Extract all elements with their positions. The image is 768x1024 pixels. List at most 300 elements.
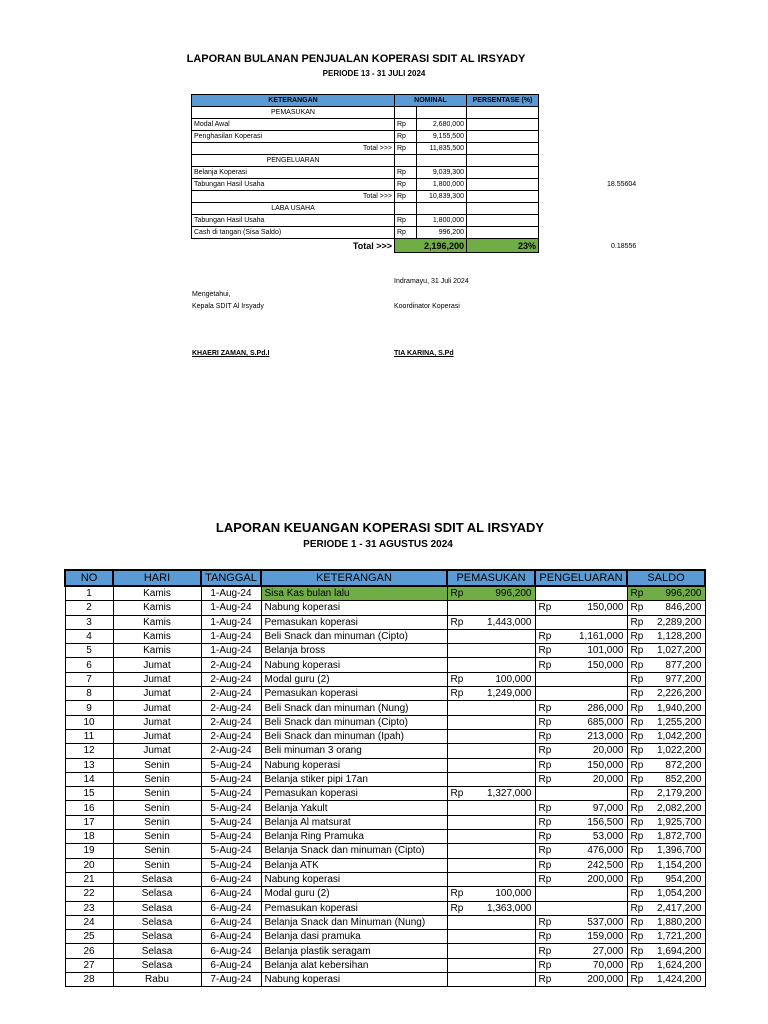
currency-label: Rp bbox=[538, 745, 552, 757]
row-no: 10 bbox=[65, 715, 113, 729]
row-saldo-value: 1,721,200 bbox=[657, 931, 702, 943]
row-pemasukan bbox=[447, 830, 535, 844]
table-row bbox=[65, 615, 705, 629]
row-no: 8 bbox=[65, 687, 113, 701]
row-hari: Jumat bbox=[113, 701, 201, 715]
currency-label: Rp bbox=[538, 702, 552, 714]
row-pengeluaran-value: 53,000 bbox=[592, 831, 624, 843]
currency-label: Rp bbox=[538, 659, 552, 671]
row-keterangan: Belanja alat kebersihan bbox=[261, 958, 447, 972]
report2-title: LAPORAN KEUANGAN KOPERASI SDIT AL IRSYADY bbox=[215, 520, 545, 535]
row-tanggal: 6-Aug-24 bbox=[201, 958, 261, 972]
row-hari: Selasa bbox=[113, 901, 201, 915]
row-value: 1,800,000 bbox=[417, 179, 467, 191]
row-saldo-value: 2,289,200 bbox=[657, 616, 702, 628]
row-tanggal: 2-Aug-24 bbox=[201, 744, 261, 758]
row-tanggal: 5-Aug-24 bbox=[201, 858, 261, 872]
row-saldo-value: 1,624,200 bbox=[657, 959, 702, 971]
side-value-2: 0.18556 bbox=[611, 243, 637, 250]
row-tanggal: 5-Aug-24 bbox=[201, 801, 261, 815]
table-row bbox=[65, 973, 705, 987]
table-row bbox=[65, 915, 705, 929]
currency-label: Rp bbox=[538, 916, 552, 928]
row-keterangan: Belanja dasi pramuka bbox=[261, 930, 447, 944]
currency-label: Rp bbox=[630, 774, 644, 785]
row-pengeluaran bbox=[535, 858, 627, 872]
row-saldo bbox=[627, 672, 705, 686]
row-tanggal: 5-Aug-24 bbox=[201, 830, 261, 844]
row-tanggal: 5-Aug-24 bbox=[201, 815, 261, 829]
currency-label: Rp bbox=[630, 945, 644, 957]
currency-label: Rp bbox=[630, 931, 644, 943]
signer-right-name: TIA KARINA, S.Pd bbox=[394, 350, 454, 357]
row-hari: Jumat bbox=[113, 729, 201, 743]
row-pengeluaran-value: 1,161,000 bbox=[579, 631, 624, 643]
row-pemasukan bbox=[447, 815, 535, 829]
table-row bbox=[65, 801, 705, 815]
row-hari: Selasa bbox=[113, 887, 201, 901]
row-hari: Kamis bbox=[113, 629, 201, 643]
row-pemasukan bbox=[447, 958, 535, 972]
row-pemasukan bbox=[447, 758, 535, 772]
grand-total-percent: 23% bbox=[467, 239, 539, 253]
currency-label: Rp bbox=[630, 716, 644, 728]
currency-label: Rp bbox=[538, 945, 552, 957]
table-row bbox=[65, 629, 705, 643]
currency-label: Rp bbox=[538, 859, 552, 871]
row-hari: Senin bbox=[113, 801, 201, 815]
row-pengeluaran bbox=[535, 687, 627, 701]
row-keterangan: Beli Snack dan minuman (Nung) bbox=[261, 701, 447, 715]
table-row bbox=[65, 744, 705, 758]
table-row bbox=[65, 901, 705, 915]
row-saldo-value: 1,940,200 bbox=[657, 702, 702, 714]
row-keterangan: Belanja Snack dan Minuman (Nung) bbox=[261, 915, 447, 929]
row-hari: Selasa bbox=[113, 872, 201, 886]
row-saldo bbox=[627, 744, 705, 758]
header-hari: HARI bbox=[113, 570, 201, 586]
row-no: 5 bbox=[65, 644, 113, 658]
row-pemasukan-value: 1,327,000 bbox=[487, 788, 532, 800]
row-keterangan: Nabung koperasi bbox=[261, 658, 447, 672]
row-value: 9,155,500 bbox=[417, 131, 467, 143]
row-pengeluaran-value: 242,500 bbox=[587, 859, 624, 871]
monthly-sales-table: KETERANGAN NOMINAL PERSENTASE (%) PEMASUKAN Modal Awal Rp 2,680,000 Penghasilan Koperasi Rp 9,155,500 Total >>> Rp 11,835,500 PENGELUARAN Belanja Koperasi Rp 9,039,300 Tabungan Hasil Usaha Rp 1,800,000 Total >>> Rp 10,839,300 LABA USAHA Tabungan Hasil Usaha Rp 1,800,000 Cash di tangan (Sisa Saldo) Rp 996,200 Total >>> 2,196,200 23% bbox=[191, 94, 539, 253]
row-keterangan: Pemasukan koperasi bbox=[261, 787, 447, 801]
row-tanggal: 5-Aug-24 bbox=[201, 787, 261, 801]
row-saldo bbox=[627, 872, 705, 886]
row-saldo bbox=[627, 615, 705, 629]
role-left: Kepala SDIT Al Irsyady bbox=[192, 303, 264, 310]
row-tanggal: 1-Aug-24 bbox=[201, 629, 261, 643]
row-no: 28 bbox=[65, 973, 113, 987]
row-value: 2,680,000 bbox=[417, 119, 467, 131]
row-label: Penghasilan Koperasi bbox=[192, 131, 395, 143]
row-hari: Jumat bbox=[113, 744, 201, 758]
row-pemasukan-value: 1,443,000 bbox=[487, 616, 532, 628]
row-keterangan: Belanja Ring Pramuka bbox=[261, 830, 447, 844]
currency-label: Rp bbox=[630, 659, 644, 671]
table-row bbox=[65, 830, 705, 844]
currency-label: Rp bbox=[538, 759, 552, 771]
row-pemasukan-value: 100,000 bbox=[495, 673, 532, 685]
currency-label: Rp bbox=[630, 731, 644, 743]
row-keterangan: Beli Snack dan minuman (Cipto) bbox=[261, 629, 447, 643]
row-pemasukan bbox=[447, 644, 535, 658]
signer-left-name: KHAERI ZAMAN, S.Pd.I bbox=[192, 350, 270, 357]
total-label: Total >>> bbox=[192, 191, 395, 203]
table-row bbox=[65, 658, 705, 672]
row-saldo bbox=[627, 687, 705, 701]
table-row bbox=[65, 930, 705, 944]
row-tanggal: 7-Aug-24 bbox=[201, 973, 261, 987]
row-no: 15 bbox=[65, 787, 113, 801]
row-tanggal: 1-Aug-24 bbox=[201, 601, 261, 615]
row-pemasukan bbox=[447, 973, 535, 987]
currency-label: Rp bbox=[450, 673, 464, 685]
currency-label: Rp bbox=[630, 759, 644, 771]
row-pemasukan bbox=[447, 687, 535, 701]
row-no: 7 bbox=[65, 672, 113, 686]
currency-label: Rp bbox=[630, 845, 644, 857]
row-saldo-value: 1,022,200 bbox=[657, 745, 702, 757]
currency-label: Rp bbox=[630, 874, 644, 886]
row-pemasukan bbox=[447, 615, 535, 629]
row-saldo-value: 996,200 bbox=[665, 588, 702, 600]
row-pengeluaran-value: 476,000 bbox=[587, 845, 624, 857]
grand-total-value: 2,196,200 bbox=[395, 239, 467, 253]
row-tanggal: 2-Aug-24 bbox=[201, 715, 261, 729]
row-hari: Senin bbox=[113, 772, 201, 786]
row-pengeluaran-value: 97,000 bbox=[592, 802, 624, 814]
row-tanggal: 2-Aug-24 bbox=[201, 672, 261, 686]
currency-label: Rp bbox=[630, 916, 644, 928]
row-tanggal: 6-Aug-24 bbox=[201, 930, 261, 944]
row-hari: Senin bbox=[113, 758, 201, 772]
finance-ledger-table bbox=[64, 569, 706, 987]
currency-label: Rp bbox=[630, 631, 644, 643]
table-row bbox=[65, 758, 705, 772]
row-tanggal: 6-Aug-24 bbox=[201, 887, 261, 901]
currency-label: Rp bbox=[630, 859, 644, 871]
table-row bbox=[65, 715, 705, 729]
currency-label: Rp bbox=[538, 974, 552, 986]
row-keterangan: Belanja plastik seragam bbox=[261, 944, 447, 958]
row-pengeluaran bbox=[535, 801, 627, 815]
currency-label: Rp bbox=[538, 931, 552, 943]
row-saldo bbox=[627, 830, 705, 844]
row-tanggal: 5-Aug-24 bbox=[201, 772, 261, 786]
row-saldo-value: 877,200 bbox=[665, 659, 702, 671]
row-saldo bbox=[627, 601, 705, 615]
table-row bbox=[65, 729, 705, 743]
row-pengeluaran bbox=[535, 744, 627, 758]
row-pengeluaran bbox=[535, 973, 627, 987]
row-saldo bbox=[627, 930, 705, 944]
row-hari: Senin bbox=[113, 830, 201, 844]
row-saldo bbox=[627, 887, 705, 901]
row-keterangan: Modal guru (2) bbox=[261, 887, 447, 901]
table-row bbox=[65, 958, 705, 972]
currency-label: Rp bbox=[538, 959, 552, 971]
row-no: 26 bbox=[65, 944, 113, 958]
row-pemasukan bbox=[447, 915, 535, 929]
row-keterangan: Beli minuman 3 orang bbox=[261, 744, 447, 758]
currency-label: Rp bbox=[538, 845, 552, 857]
row-tanggal: 1-Aug-24 bbox=[201, 586, 261, 601]
row-pengeluaran-value: 200,000 bbox=[587, 874, 624, 886]
total-label: Total >>> bbox=[192, 143, 395, 155]
header-no: NO bbox=[65, 570, 113, 586]
row-keterangan: Beli Snack dan minuman (Cipto) bbox=[261, 715, 447, 729]
row-pemasukan bbox=[447, 744, 535, 758]
currency-label: Rp bbox=[630, 645, 644, 657]
row-pemasukan bbox=[447, 629, 535, 643]
row-pemasukan-value: 1,249,000 bbox=[487, 688, 532, 700]
row-hari: Kamis bbox=[113, 586, 201, 601]
currency-label: Rp bbox=[630, 588, 644, 600]
row-keterangan: Nabung koperasi bbox=[261, 973, 447, 987]
currency-label: Rp bbox=[538, 831, 552, 843]
row-pengeluaran bbox=[535, 958, 627, 972]
currency-label: Rp bbox=[538, 602, 552, 614]
table-row bbox=[65, 872, 705, 886]
row-saldo bbox=[627, 701, 705, 715]
row-keterangan: Nabung koperasi bbox=[261, 872, 447, 886]
row-keterangan: Modal guru (2) bbox=[261, 672, 447, 686]
row-saldo-value: 1,154,200 bbox=[657, 859, 702, 871]
table-row bbox=[65, 844, 705, 858]
row-tanggal: 6-Aug-24 bbox=[201, 944, 261, 958]
row-keterangan: Pemasukan koperasi bbox=[261, 615, 447, 629]
row-saldo-value: 2,179,200 bbox=[657, 788, 702, 800]
row-tanggal: 1-Aug-24 bbox=[201, 615, 261, 629]
section-laba-usaha: LABA USAHA bbox=[192, 203, 395, 215]
row-no: 1 bbox=[65, 586, 113, 601]
currency-label: Rp bbox=[630, 831, 644, 843]
row-saldo-value: 1,872,700 bbox=[657, 831, 702, 843]
row-saldo-value: 872,200 bbox=[665, 759, 702, 771]
row-pemasukan-value: 996,200 bbox=[495, 588, 532, 600]
currency-label: Rp bbox=[538, 802, 552, 814]
header-saldo: SALDO bbox=[627, 570, 705, 586]
currency-label: Rp bbox=[630, 788, 644, 800]
row-hari: Senin bbox=[113, 844, 201, 858]
row-pengeluaran-value: 537,000 bbox=[587, 916, 624, 928]
row-no: 2 bbox=[65, 601, 113, 615]
row-keterangan: Belanja Al matsurat bbox=[261, 815, 447, 829]
row-pengeluaran bbox=[535, 887, 627, 901]
row-pengeluaran bbox=[535, 658, 627, 672]
currency-label: Rp bbox=[450, 902, 464, 914]
row-pengeluaran-value: 213,000 bbox=[587, 731, 624, 743]
row-pengeluaran bbox=[535, 629, 627, 643]
row-tanggal: 5-Aug-24 bbox=[201, 844, 261, 858]
header-keterangan: KETERANGAN bbox=[192, 95, 395, 107]
row-keterangan: Sisa Kas bulan lalu bbox=[261, 586, 447, 601]
row-keterangan: Nabung koperasi bbox=[261, 601, 447, 615]
row-saldo-value: 852,200 bbox=[665, 774, 702, 785]
currency-label: Rp bbox=[450, 888, 464, 900]
known-label: Mengetahui, bbox=[192, 291, 231, 298]
row-pengeluaran-value: 286,000 bbox=[587, 702, 624, 714]
row-pengeluaran-value: 101,000 bbox=[587, 645, 624, 657]
row-saldo bbox=[627, 644, 705, 658]
row-saldo-value: 2,226,200 bbox=[657, 688, 702, 700]
row-no: 23 bbox=[65, 901, 113, 915]
row-no: 24 bbox=[65, 915, 113, 929]
row-pemasukan-value: 100,000 bbox=[495, 888, 532, 900]
table-row bbox=[65, 687, 705, 701]
row-hari: Kamis bbox=[113, 601, 201, 615]
row-pengeluaran-value: 685,000 bbox=[587, 716, 624, 728]
row-saldo bbox=[627, 815, 705, 829]
row-saldo-value: 2,417,200 bbox=[657, 902, 702, 914]
row-pengeluaran-value: 150,000 bbox=[587, 602, 624, 614]
row-pemasukan bbox=[447, 772, 535, 786]
currency-label: Rp bbox=[450, 788, 464, 800]
row-saldo bbox=[627, 629, 705, 643]
row-pemasukan bbox=[447, 858, 535, 872]
row-tanggal: 6-Aug-24 bbox=[201, 901, 261, 915]
row-pengeluaran bbox=[535, 758, 627, 772]
row-tanggal: 2-Aug-24 bbox=[201, 687, 261, 701]
row-tanggal: 2-Aug-24 bbox=[201, 658, 261, 672]
row-no: 4 bbox=[65, 629, 113, 643]
row-hari: Jumat bbox=[113, 715, 201, 729]
row-saldo bbox=[627, 729, 705, 743]
row-no: 11 bbox=[65, 729, 113, 743]
row-saldo bbox=[627, 658, 705, 672]
side-value-1: 18.55604 bbox=[607, 181, 637, 188]
row-saldo-value: 977,200 bbox=[665, 673, 702, 685]
row-saldo bbox=[627, 586, 705, 601]
header-pengeluaran: PENGELUARAN bbox=[535, 570, 627, 586]
row-pengeluaran bbox=[535, 787, 627, 801]
section-pengeluaran: PENGELUARAN bbox=[192, 155, 395, 167]
row-pemasukan bbox=[447, 872, 535, 886]
table-row bbox=[65, 815, 705, 829]
row-saldo bbox=[627, 844, 705, 858]
row-saldo-value: 1,027,200 bbox=[657, 645, 702, 657]
table-row bbox=[65, 858, 705, 872]
currency-label: Rp bbox=[630, 816, 644, 828]
table-row bbox=[65, 601, 705, 615]
row-pengeluaran-value: 150,000 bbox=[587, 759, 624, 771]
row-saldo bbox=[627, 772, 705, 786]
row-pemasukan bbox=[447, 787, 535, 801]
row-pengeluaran bbox=[535, 644, 627, 658]
currency-label: Rp bbox=[630, 959, 644, 971]
row-pengeluaran-value: 20,000 bbox=[592, 745, 624, 757]
row-saldo bbox=[627, 787, 705, 801]
row-pengeluaran bbox=[535, 915, 627, 929]
row-keterangan: Belanja stiker pipi 17an bbox=[261, 772, 447, 786]
row-no: 19 bbox=[65, 844, 113, 858]
row-saldo-value: 1,925,700 bbox=[657, 816, 702, 828]
row-saldo-value: 1,694,200 bbox=[657, 945, 702, 957]
row-hari: Jumat bbox=[113, 672, 201, 686]
row-label: Modal Awal bbox=[192, 119, 395, 131]
row-pemasukan bbox=[447, 658, 535, 672]
row-saldo bbox=[627, 958, 705, 972]
row-pengeluaran bbox=[535, 701, 627, 715]
row-pengeluaran bbox=[535, 930, 627, 944]
row-saldo bbox=[627, 944, 705, 958]
row-tanggal: 2-Aug-24 bbox=[201, 701, 261, 715]
grand-total-label: Total >>> bbox=[352, 240, 392, 251]
row-pengeluaran bbox=[535, 844, 627, 858]
header-keterangan: KETERANGAN bbox=[261, 570, 447, 586]
row-keterangan: Beli Snack dan minuman (Ipah) bbox=[261, 729, 447, 743]
row-saldo-value: 1,128,200 bbox=[657, 631, 702, 643]
row-pengeluaran bbox=[535, 772, 627, 786]
row-pengeluaran bbox=[535, 944, 627, 958]
row-pemasukan bbox=[447, 944, 535, 958]
header-tanggal: TANGGAL bbox=[201, 570, 261, 586]
row-pemasukan bbox=[447, 701, 535, 715]
row-saldo bbox=[627, 715, 705, 729]
row-value: 1,800,000 bbox=[417, 215, 467, 227]
row-pemasukan bbox=[447, 672, 535, 686]
row-label: Belanja Koperasi bbox=[192, 167, 395, 179]
currency-label: Rp bbox=[630, 602, 644, 614]
row-hari: Senin bbox=[113, 787, 201, 801]
total-value: 10,839,300 bbox=[417, 191, 467, 203]
row-pengeluaran-value: 20,000 bbox=[592, 774, 624, 785]
row-pengeluaran bbox=[535, 601, 627, 615]
row-label: Cash di tangan (Sisa Saldo) bbox=[192, 227, 395, 239]
row-hari: Selasa bbox=[113, 915, 201, 929]
row-no: 3 bbox=[65, 615, 113, 629]
row-no: 13 bbox=[65, 758, 113, 772]
row-tanggal: 6-Aug-24 bbox=[201, 872, 261, 886]
row-no: 12 bbox=[65, 744, 113, 758]
row-no: 21 bbox=[65, 872, 113, 886]
currency-label: Rp bbox=[630, 702, 644, 714]
currency-label: Rp bbox=[630, 673, 644, 685]
row-hari: Selasa bbox=[113, 930, 201, 944]
row-saldo bbox=[627, 973, 705, 987]
table-row bbox=[65, 887, 705, 901]
row-keterangan: Belanja Snack dan minuman (Cipto) bbox=[261, 844, 447, 858]
section-pemasukan: PEMASUKAN bbox=[192, 107, 395, 119]
row-pengeluaran bbox=[535, 872, 627, 886]
row-label: Tabungan Hasil Usaha bbox=[192, 179, 395, 191]
currency-label: Rp bbox=[450, 588, 464, 600]
row-pemasukan bbox=[447, 801, 535, 815]
row-pemasukan-value: 1,363,000 bbox=[487, 902, 532, 914]
row-pengeluaran bbox=[535, 615, 627, 629]
row-no: 22 bbox=[65, 887, 113, 901]
row-tanggal: 5-Aug-24 bbox=[201, 758, 261, 772]
table-row bbox=[65, 644, 705, 658]
row-saldo-value: 1,880,200 bbox=[657, 916, 702, 928]
row-pengeluaran bbox=[535, 830, 627, 844]
currency-label: Rp bbox=[538, 774, 552, 785]
row-keterangan: Pemasukan koperasi bbox=[261, 687, 447, 701]
row-hari: Senin bbox=[113, 858, 201, 872]
row-no: 20 bbox=[65, 858, 113, 872]
currency-label: Rp bbox=[630, 688, 644, 700]
row-saldo-value: 846,200 bbox=[665, 602, 702, 614]
row-no: 6 bbox=[65, 658, 113, 672]
row-pengeluaran bbox=[535, 815, 627, 829]
currency-label: Rp bbox=[450, 616, 464, 628]
row-pemasukan bbox=[447, 887, 535, 901]
row-no: 27 bbox=[65, 958, 113, 972]
currency-label: Rp bbox=[538, 645, 552, 657]
